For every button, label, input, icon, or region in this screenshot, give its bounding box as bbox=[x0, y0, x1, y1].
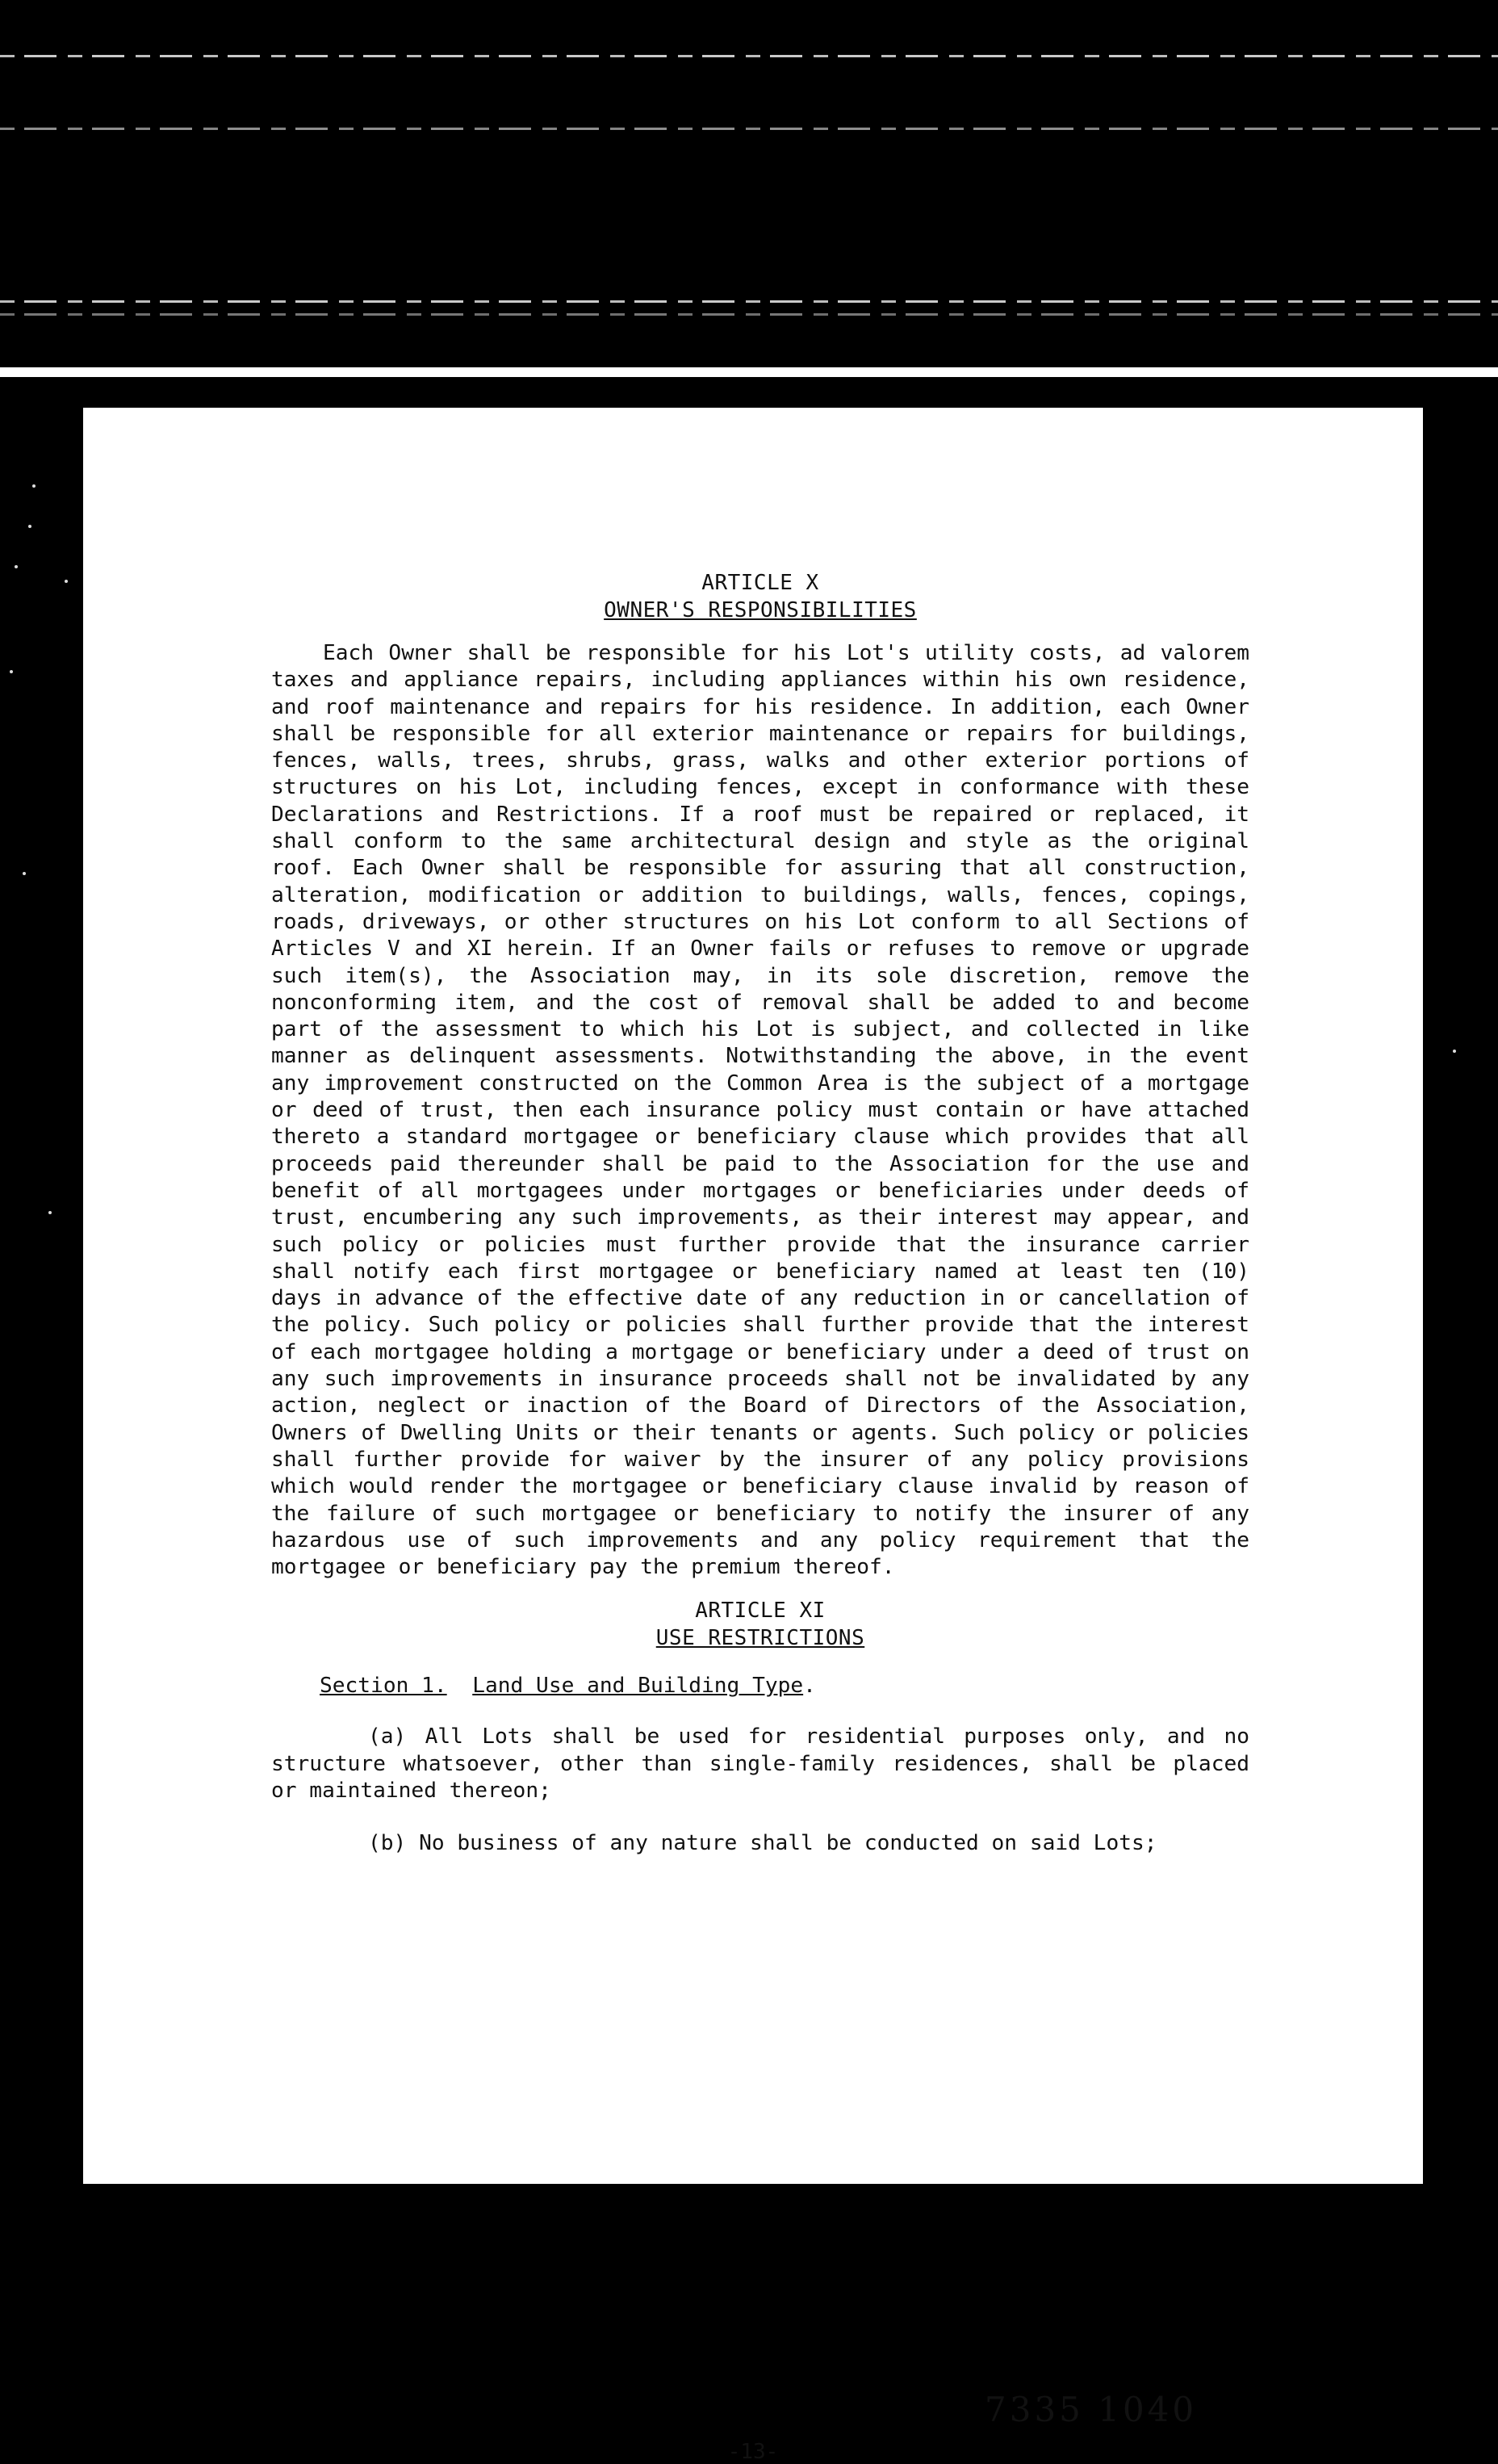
item-a: (a) All Lots shall be used for residential purposes only, and no structure whatsoever, other than single-family residences, shall be placed or maintained thereon; bbox=[271, 1724, 1249, 1803]
document-page bbox=[83, 408, 1423, 2464]
section-1-label: Section 1. bbox=[320, 1674, 447, 1699]
scan-speck bbox=[28, 525, 31, 528]
scan-streak bbox=[0, 55, 1498, 57]
document-number: 7335 1040 bbox=[985, 2390, 1198, 2429]
article-xi-title: USE RESTRICTIONS bbox=[655, 1626, 865, 1651]
scan-speck bbox=[65, 580, 68, 583]
section-1-title: Land Use and Building Type bbox=[472, 1674, 804, 1699]
scan-speck bbox=[10, 670, 13, 673]
scan-speck bbox=[32, 484, 36, 488]
scan-streak bbox=[0, 300, 1498, 303]
article-x-body: Each Owner shall be responsible for his Lot's utility costs, ad valorem taxes and appliance repairs, including appliances within his own residence, and roof maintenance and repairs for his residence. In addition, each Owner shall be responsible for all exterior maintenance or repairs for buildings, fences, walls, trees, shrubs, grass, walks and other exterior portions of structures on his Lot, including fences, except in conformance with these Declarations and Restrictions. If a roof must be repaired or replaced, it shall conform to the same architectural design and style as the original roof. Each Owner shall be responsible for assuring that all construction, alteration, modification or addition to buildings, walls, fences, copings, roads, driveways, or other structures on his Lot conform to all Sections of Articles V and XI herein. If an Owner fails or refuses to remove or upgrade such item(s), the Association may, in its sole discretion, remove the nonconforming item, and the cost of removal shall be added to and become part of the assessment to which his Lot is subject, and collected in like manner as delinquent assessments. Notwithstanding the above, in the event any improvement constructed on the Common Area is the subject of a mortgage or deed of trust, then each insurance policy must contain or have attached thereto a standard mortgagee or beneficiary clause which provides that all proceeds paid thereunder shall be paid to the Association for the use and benefit of all mortgagees under mortgages or beneficiaries under deeds of trust, encumbering any such improvements, as their interest may appear, and such policy or policies must further provide that the insurance carrier shall notify each first mortgagee or beneficiary named at least ten (10) days in advance of the effective date of any reduction in or cancellation of the policy. Such policy or policies shall further provide that the interest of each mortgagee holding a mortgage or beneficiary under a deed of trust on any such improvements in insurance proceeds shall not be invalidated by any action, neglect or inaction of the Board of Directors of the Association, Owners of Dwelling Units or their tenants or agents. Such policy or policies shall further provide for waiver by the insurer of any policy provisions which would render the mortgagee or beneficiary clause invalid by reason of the failure of such mortgagee or beneficiary to notify the insurer of any hazardous use of such improvements and any policy requirement that the mortgagee or beneficiary pay the premium thereof. bbox=[271, 641, 1249, 1580]
scan-speck bbox=[1453, 1050, 1456, 1053]
item-b: (b) No business of any nature shall be conducted on said Lots; bbox=[368, 1831, 1157, 1856]
scan-streak bbox=[0, 128, 1498, 130]
section-1-heading: Section 1. Land Use and Building Type. bbox=[320, 1674, 816, 1699]
article-x-number: ARTICLE X bbox=[701, 571, 819, 595]
article-x-title: OWNER'S RESPONSIBILITIES bbox=[604, 598, 917, 622]
article-x-heading bbox=[271, 569, 1249, 624]
page-number: -13- bbox=[727, 2440, 779, 2464]
scan-band bbox=[0, 367, 1498, 377]
scan-speck bbox=[15, 565, 18, 568]
scan-speck bbox=[23, 872, 26, 875]
article-xi-number: ARTICLE XI bbox=[695, 1599, 826, 1624]
scan-streak bbox=[0, 313, 1498, 316]
scan-speck bbox=[48, 1211, 52, 1214]
article-xi-heading bbox=[271, 1597, 1249, 1652]
